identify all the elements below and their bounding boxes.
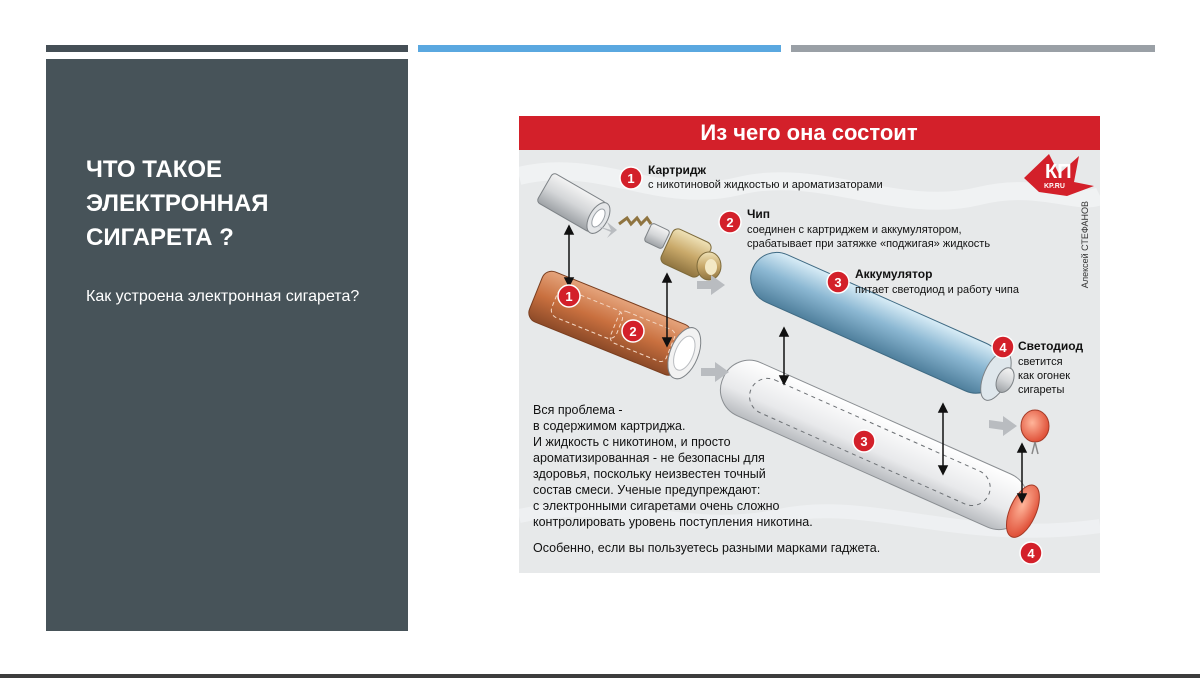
svg-text:питает светодиод и работу чипа: питает светодиод и работу чипа <box>855 284 1019 296</box>
svg-text:срабатывает при затяжке «поджи: срабатывает при затяжке «поджигая» жидкость <box>747 238 991 250</box>
infographic-image[interactable] <box>519 116 1100 573</box>
logo-text: КП <box>1045 161 1072 183</box>
author-credit: Алексей СТЕФАНОВ <box>1080 201 1090 289</box>
svg-text:2: 2 <box>726 215 734 230</box>
top-bar-dark <box>46 45 408 52</box>
description-line: в содержимом картриджа. <box>533 419 686 433</box>
svg-text:2: 2 <box>629 324 637 339</box>
description-line: с электронными сигаретами очень сложно <box>533 499 780 513</box>
svg-text:1: 1 <box>565 289 573 304</box>
svg-text:3: 3 <box>860 434 868 449</box>
svg-text:Светодиод: Светодиод <box>1018 339 1084 353</box>
svg-text:3: 3 <box>834 275 842 290</box>
svg-text:Картридж: Картридж <box>648 163 707 177</box>
top-bar-gray <box>791 45 1155 52</box>
description-line: Особенно, если вы пользуетесь разными марками гаджета. <box>533 541 881 555</box>
logo-sub-text: KP.RU <box>1044 183 1065 190</box>
slide-subtitle[interactable]: Как устроена электронная сигарета? <box>86 288 360 305</box>
bottom-border <box>0 674 1200 678</box>
svg-text:светится: светится <box>1018 356 1063 368</box>
description-line: здоровья, поскольку неизвестен точный <box>533 467 766 481</box>
svg-text:как огонек: как огонек <box>1018 370 1071 382</box>
svg-text:соединен с картриджем и аккуму: соединен с картриджем и аккумулятором, <box>747 224 962 236</box>
description-line: Вся проблема - <box>533 403 623 417</box>
description-line: контролировать уровень поступления никотина. <box>533 515 813 529</box>
description-line: И жидкость с никотином, и просто <box>533 435 731 449</box>
svg-text:4: 4 <box>1027 546 1035 561</box>
svg-text:1: 1 <box>627 171 635 186</box>
svg-text:Аккумулятор: Аккумулятор <box>855 267 933 281</box>
svg-text:сигареты: сигареты <box>1018 384 1065 396</box>
svg-text:4: 4 <box>999 340 1007 355</box>
infographic-header: Из чего она состоит <box>700 120 918 145</box>
svg-text:Чип: Чип <box>747 207 771 221</box>
description-line: ароматизированная - не безопасны для <box>533 451 765 465</box>
svg-text:с никотиновой жидкостью и аром: с никотиновой жидкостью и ароматизаторами <box>648 179 883 191</box>
title-panel <box>46 59 408 631</box>
top-bar-blue <box>418 45 781 52</box>
description-line: состав смеси. Ученые предупреждают: <box>533 483 761 497</box>
slide-title[interactable]: ЧТО ТАКОЕ ЭЛЕКТРОННАЯ СИГАРЕТА ? <box>86 156 269 251</box>
